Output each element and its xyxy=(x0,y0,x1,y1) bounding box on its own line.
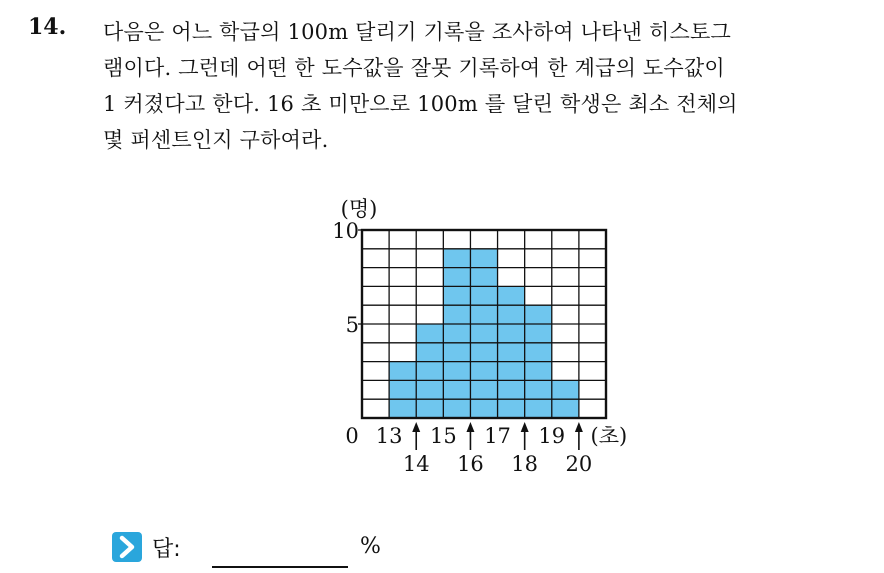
y-tick-label: 10 xyxy=(332,219,359,243)
answer-blank[interactable] xyxy=(212,566,348,568)
question-number: 14. xyxy=(28,14,67,40)
x-tick-label: 17 xyxy=(484,424,511,448)
y-tick-label: 5 xyxy=(345,313,359,337)
question-line: 다음은 어느 학급의 100m 달리기 기록을 조사하여 나타낸 히스토그 xyxy=(103,20,731,44)
x-tick-label: 13 xyxy=(375,424,403,448)
histogram-bar xyxy=(416,324,443,418)
x-arrow-head xyxy=(575,422,583,432)
bars-layer xyxy=(389,249,579,418)
x-tick-label: 15 xyxy=(429,424,457,448)
histogram-bar xyxy=(389,362,416,418)
x-arrow-head xyxy=(466,422,474,432)
question-line: 몇 퍼센트인지 구하여라. xyxy=(103,128,329,152)
x-tick-label: 19 xyxy=(538,424,566,448)
histogram-bar xyxy=(443,249,470,418)
x-arrow-head xyxy=(521,422,529,432)
histogram-bar xyxy=(498,286,525,418)
y-unit-label: (명) xyxy=(340,197,378,221)
question-line: 램이다. 그런데 어떤 한 도수값을 잘못 기록하여 한 계급의 도수값이 xyxy=(103,56,725,80)
x-unit-label: (초) xyxy=(590,424,628,448)
x-tick-label: 20 xyxy=(565,452,593,476)
y-tick-label: 0 xyxy=(345,424,359,448)
x-tick-label: 16 xyxy=(457,452,484,476)
histogram-bar xyxy=(470,249,497,418)
answer-label: 답: xyxy=(152,537,181,562)
chevron-right-icon xyxy=(112,532,142,562)
answer-unit: % xyxy=(360,534,381,559)
x-tick-label: 14 xyxy=(402,452,430,476)
question-line: 1 커졌다고 한다. 16 초 미만으로 100m 를 달린 학생은 최소 전체의 xyxy=(103,92,738,116)
x-arrow-head xyxy=(412,422,420,432)
x-tick-label: 18 xyxy=(511,452,539,476)
answer-area xyxy=(112,528,512,568)
